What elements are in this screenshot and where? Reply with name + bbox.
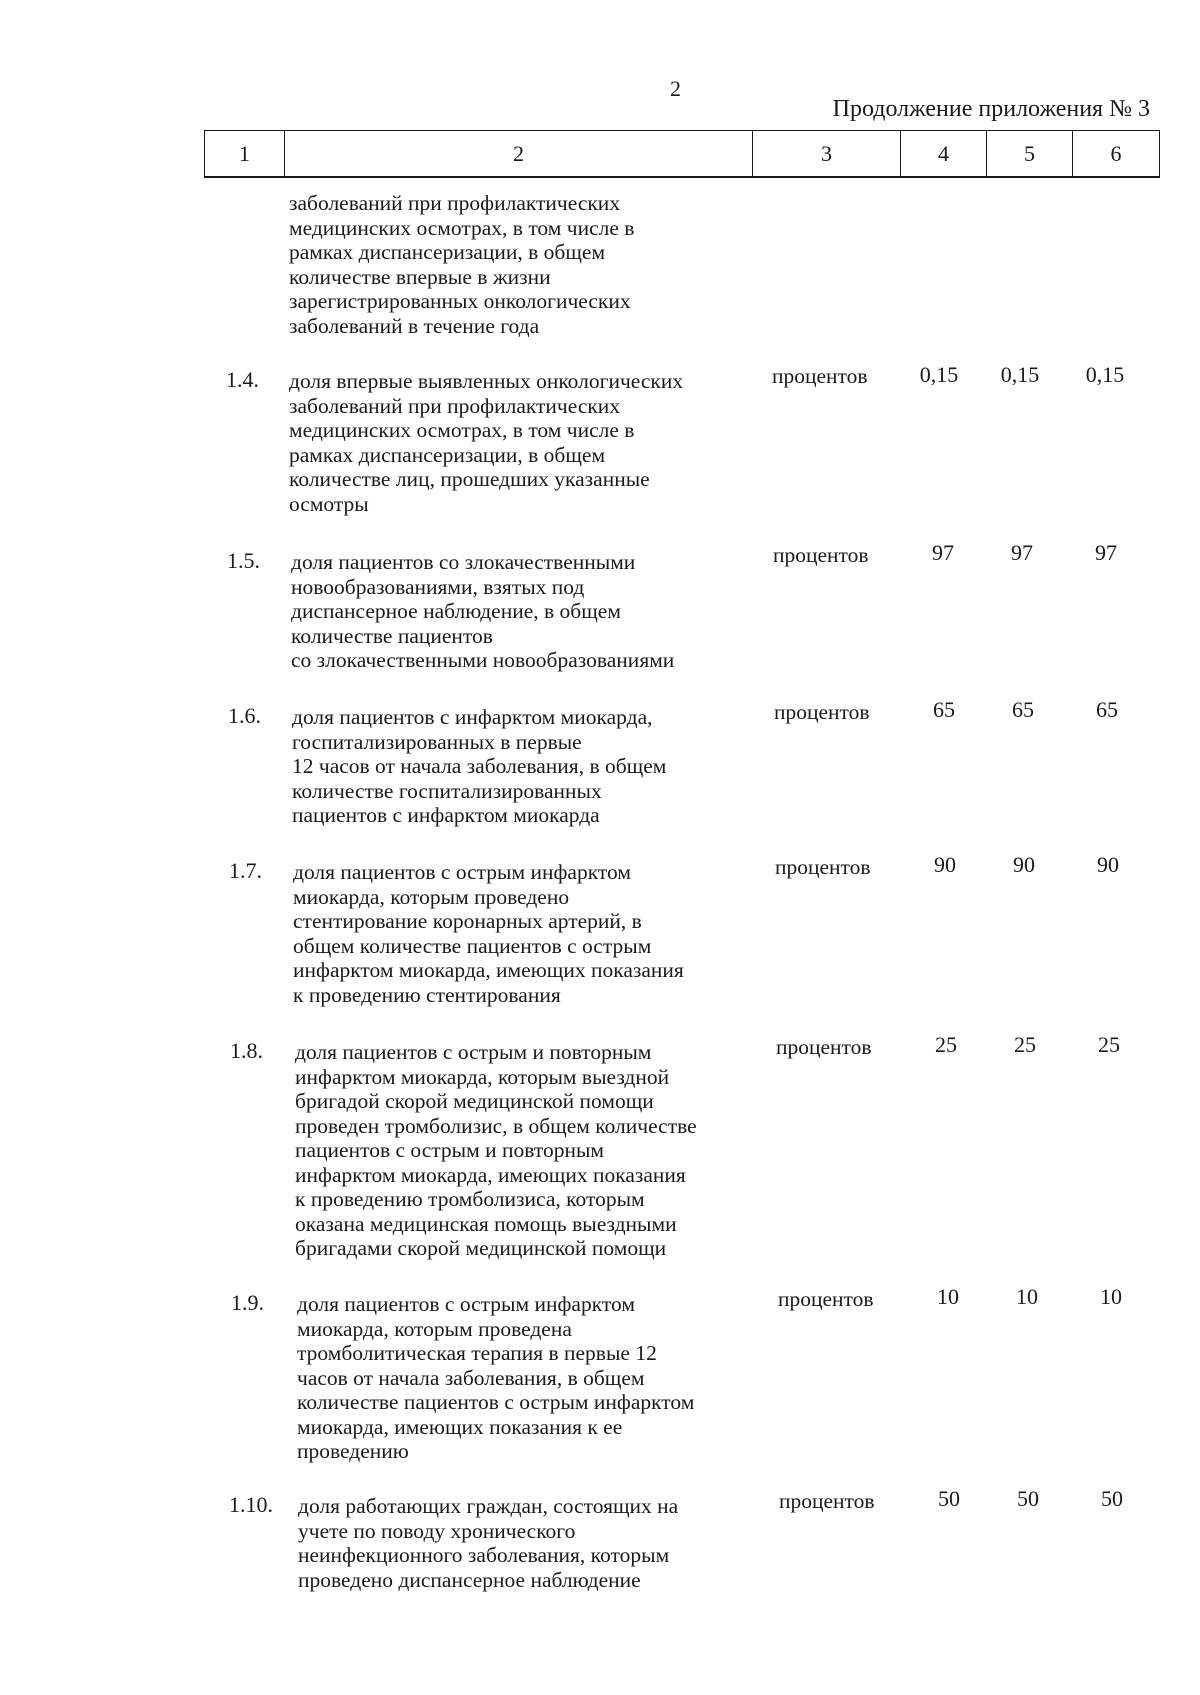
description-line: доля пациентов с острым инфарктом (293, 860, 631, 884)
description-line: неинфекционного заболевания, которым (298, 1543, 670, 1567)
description-line: количестве пациентов (291, 623, 493, 648)
row-value-col-4: 65 (933, 697, 955, 722)
row-description (291, 550, 761, 673)
row-value-col-6: 10 (1100, 1284, 1122, 1309)
row-value-col-4: 10 (937, 1284, 959, 1309)
description-line: количестве впервые в жизни (289, 264, 551, 289)
description-line: зарегистрированных онкологических (289, 289, 631, 313)
description-line: медицинских осмотрах, в том числе в (289, 215, 635, 240)
header-col-5: 5 (987, 131, 1073, 176)
description-line: инфарктом миокарда, которым выездной (295, 1064, 670, 1089)
row-unit: процентов (775, 855, 871, 879)
row-unit: процентов (776, 1035, 872, 1059)
row-value-col-6: 65 (1096, 697, 1118, 722)
row-value-col-6: 25 (1098, 1032, 1120, 1057)
row-value-col-5: 0,15 (1000, 362, 1040, 387)
row-value-col-4: 25 (935, 1032, 957, 1057)
description-line: рамках диспансеризации, в общем (289, 442, 606, 467)
description-line: количестве пациентов с острым инфарктом (297, 1390, 695, 1414)
description-line: диспансерное наблюдение, в общем (291, 599, 621, 623)
row-value-col-4: 50 (938, 1486, 960, 1511)
row-description (298, 1494, 768, 1592)
description-line: медицинских осмотрах, в том числе в (289, 418, 635, 442)
description-line: заболеваний в течение года (289, 313, 540, 338)
description-line: количестве госпитализированных (292, 778, 602, 803)
description-line: заболеваний при профилактических (289, 393, 621, 418)
description-line: 12 часов от начала заболевания, в общем (292, 754, 667, 778)
description-line: доля пациентов с инфарктом миокарда, (292, 705, 653, 729)
row-number: 1.6. (228, 703, 261, 728)
header-col-4: 4 (901, 131, 987, 176)
row-value-col-4: 0,15 (919, 362, 959, 387)
description-line: бригадами скорой медицинской помощи (295, 1236, 667, 1260)
description-line: заболеваний при профилактических (289, 191, 621, 215)
description-line: учете по поводу хронического (298, 1518, 576, 1543)
description-line: рамках диспансеризации, в общем (289, 240, 606, 264)
description-line: общем количестве пациентов с острым (293, 933, 652, 958)
row-value-col-5: 10 (1016, 1284, 1038, 1309)
header-col-3: 3 (753, 131, 901, 176)
row-description (289, 369, 759, 516)
description-line: доля впервые выявленных онкологических (289, 369, 684, 393)
row-number: 1.4. (226, 367, 259, 392)
page-number: 2 (670, 76, 681, 101)
description-line: доля пациентов с острым инфарктом (297, 1292, 635, 1316)
row-unit: процентов (773, 543, 869, 567)
row-value-col-5: 90 (1013, 852, 1035, 877)
description-line: инфарктом миокарда, имеющих показания (293, 958, 684, 982)
row-description (293, 860, 763, 1007)
row-value-col-6: 0,15 (1085, 362, 1125, 387)
description-line: новообразованиями, взятых под (291, 574, 585, 599)
description-line: миокарда, которым проведена (297, 1316, 572, 1341)
row-value-col-6: 97 (1095, 540, 1117, 565)
header-col-6: 6 (1110, 140, 1122, 166)
description-line: осмотры (289, 491, 369, 516)
row-unit: процентов (774, 700, 870, 724)
row-value-col-5: 50 (1017, 1486, 1039, 1511)
row-value-col-6: 90 (1097, 852, 1119, 877)
row-number: 1.8. (230, 1038, 263, 1063)
description-line: к проведению тромболизиса, которым (295, 1187, 645, 1211)
row-number: 1.5. (227, 548, 260, 573)
row-value-col-4: 97 (932, 540, 954, 565)
table-header (204, 130, 1160, 178)
description-line: пациентов с инфарктом миокарда (292, 803, 600, 827)
description-line: бригадой скорой медицинской помощи (295, 1089, 654, 1113)
continuation-title: Продолжение приложения № 3 (832, 96, 1150, 122)
header-col-1: 1 (205, 131, 285, 176)
description-line: к проведению стентирования (293, 982, 561, 1007)
description-line: пациентов с острым и повторным (295, 1138, 604, 1162)
description-line: доля пациентов с острым и повторным (295, 1040, 652, 1064)
row-value-col-5: 65 (1012, 697, 1034, 722)
description-line: оказана медицинская помощь выездными (295, 1211, 677, 1236)
row-value-col-4: 90 (934, 852, 956, 877)
description-line: проведению (297, 1439, 409, 1463)
row-unit: процентов (772, 364, 868, 388)
row-description (295, 1040, 765, 1261)
description-line: доля работающих граждан, состоящих на (298, 1494, 679, 1518)
row-number: 1.9. (231, 1290, 264, 1315)
row-unit: процентов (778, 1287, 874, 1311)
row-value-col-5: 97 (1011, 540, 1033, 565)
description-line: стентирование коронарных артерий, в (293, 909, 642, 933)
description-line: тромболитическая терапия в первые 12 (297, 1341, 657, 1365)
row-number: 1.7. (229, 858, 262, 883)
row-description (297, 1292, 767, 1464)
description-line: доля пациентов со злокачественными (291, 550, 636, 574)
row-number: 1.10. (229, 1492, 273, 1517)
description-line: количестве лиц, прошедших указанные (289, 467, 650, 491)
description-line: со злокачественными новообразованиями (291, 648, 675, 672)
description-line: миокарда, которым проведено (293, 884, 570, 909)
description-line: часов от начала заболевания, в общем (297, 1365, 645, 1390)
description-line: проведено диспансерное наблюдение (298, 1567, 641, 1592)
header-col-2: 2 (285, 131, 753, 176)
row-unit: процентов (779, 1489, 875, 1513)
description-line: инфарктом миокарда, имеющих показания (295, 1162, 686, 1187)
description-line: миокарда, имеющих показания к ее (297, 1414, 623, 1439)
row-description (292, 705, 762, 828)
description-line: госпитализированных в первые (292, 729, 582, 754)
row-description (289, 191, 759, 338)
row-value-col-6: 50 (1101, 1486, 1123, 1511)
description-line: проведен тромболизис, в общем количестве (295, 1113, 697, 1138)
row-value-col-5: 25 (1014, 1032, 1036, 1057)
